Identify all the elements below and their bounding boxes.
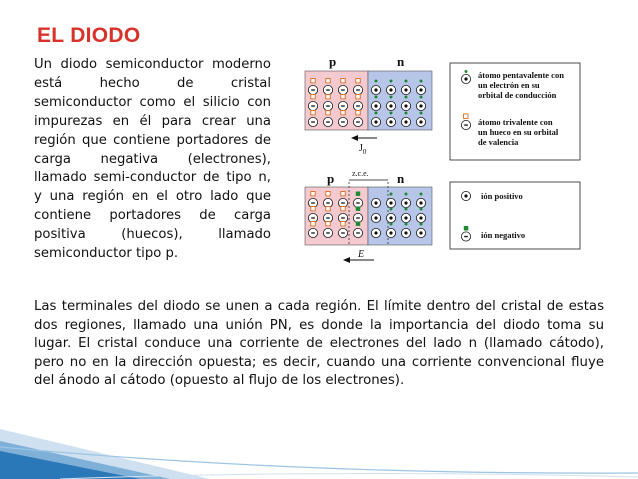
legend-positive-ion-icon <box>461 191 470 200</box>
electron-marker <box>390 208 393 211</box>
hole-marker <box>311 95 315 99</box>
captured-electron-marker <box>356 222 360 226</box>
hole-marker <box>341 222 345 226</box>
hole-marker <box>326 207 330 211</box>
electron-marker <box>390 80 393 83</box>
hole-marker <box>341 192 345 196</box>
bottom-n-label: n <box>397 171 405 186</box>
top-p-label: p <box>329 54 337 69</box>
electron-marker <box>420 223 423 226</box>
electron-marker <box>390 223 393 226</box>
legend-positive-ion-text: ión positivo <box>481 191 523 201</box>
hole-marker <box>341 111 345 115</box>
electron-marker <box>375 80 378 83</box>
footer-decoration <box>0 389 638 479</box>
donor-atom <box>371 198 380 207</box>
donor-atom <box>371 228 380 237</box>
hole-marker <box>326 111 330 115</box>
electron-marker <box>375 112 378 115</box>
electron-marker <box>390 193 393 196</box>
pn-junction-diagram <box>282 52 638 272</box>
electron-marker <box>405 223 408 226</box>
hole-marker <box>356 79 360 83</box>
hole-marker <box>311 79 315 83</box>
electron-marker <box>375 96 378 99</box>
electron-marker <box>390 96 393 99</box>
hole-marker <box>311 207 315 211</box>
electron-marker <box>405 208 408 211</box>
electron-marker <box>405 112 408 115</box>
hole-marker <box>326 222 330 226</box>
electron-marker <box>420 193 423 196</box>
field-label: E <box>358 249 365 260</box>
hole-marker <box>326 95 330 99</box>
bottom-p-label: p <box>327 171 335 186</box>
electron-marker <box>405 193 408 196</box>
electron-marker <box>420 208 423 211</box>
zce-label: z.c.e. <box>352 169 369 178</box>
electron-marker <box>405 96 408 99</box>
hole-marker <box>341 95 345 99</box>
legend-donor-text: átomo pentavalente con un electrón en su orbital de conducción <box>478 70 564 100</box>
legend-top <box>450 63 580 160</box>
hole-marker <box>341 207 345 211</box>
junction-paragraph: Las terminales del diodo se unen a cada región. El límite dentro del cristal de estas dos regiones, llamado una unión PN, es donde la importancia del diodo toma su lugar. El cristal conduce una corriente de electrones del lado n (llamado cátodo), pero no en la dirección opuesta; es decir, cuando una corriente convencional fluye del ánodo al cátodo (opuesto al flujo de los electrones). <box>34 299 604 389</box>
hole-marker <box>326 79 330 83</box>
top-current-label: $J_0$ <box>359 143 367 156</box>
diagram-bottom <box>305 169 432 260</box>
electron-marker <box>405 80 408 83</box>
intro-paragraph: Un diodo semiconductor moderno está hecho de cristal semiconductor como el silicio con impurezas en él para crear una región que contiene portadores de carga negativa (electrones), llamado semi-conductor de tipo n, y una región en el otro lado que contiene portadores de carga positiva (huecos), llamado semiconductor tipo p. <box>34 57 271 262</box>
hole-marker <box>356 111 360 115</box>
hole-marker <box>311 222 315 226</box>
electron-marker <box>390 112 393 115</box>
hole-marker <box>311 192 315 196</box>
captured-electron-marker <box>356 192 360 196</box>
slide-title: EL DIODO <box>37 24 141 47</box>
legend-acceptor-text: átomo trivalente con un hueco en su orbital de valencia <box>478 117 559 147</box>
legend-negative-ion-text: ión negativo <box>481 230 526 240</box>
electron-marker <box>420 96 423 99</box>
electron-marker <box>420 80 423 83</box>
electron-marker <box>420 112 423 115</box>
legend-bottom <box>450 182 580 249</box>
top-n-label: n <box>397 54 405 69</box>
hole-marker <box>311 111 315 115</box>
hole-marker <box>326 192 330 196</box>
hole-marker <box>356 95 360 99</box>
captured-electron-marker <box>356 207 360 211</box>
hole-marker <box>341 79 345 83</box>
donor-atom <box>371 213 380 222</box>
diagram-top <box>305 54 432 156</box>
